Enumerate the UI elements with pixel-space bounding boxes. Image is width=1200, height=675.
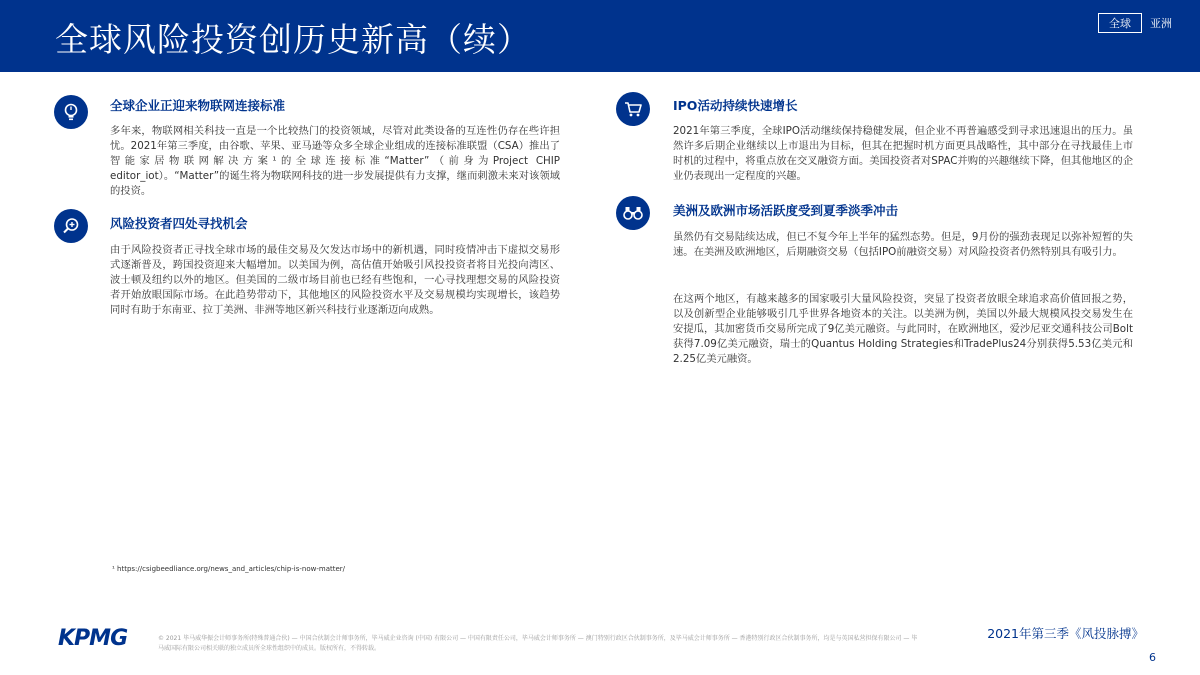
report-title: 2021年第三季《风投脉搏》: [987, 626, 1144, 641]
binoculars-icon: [616, 196, 650, 230]
footnote: ¹ https://csigbeedliance.org/news_and_articles/chip-is-now-matter/: [112, 565, 346, 573]
section-body-iot: 多年来，物联网相关科技一直是一个比较热门的投资领域，尽管对此类设备的互连性仍存在些许担忧。2021年第三季度，由谷歌、苹果、亚马逊等众多全球企业组成的连接标准联盟（CSA）推出了智能家居物联网解决方案¹的全球连接标准“Matter”（前身为Project CHIP editor_iot）。“Matter”的诞生将为物联网科技的进一步发展提供有力支撑，继而刺激未来对该领域的投资。: [110, 125, 560, 197]
section-title-global-search: 风险投资者四处寻找机会: [110, 216, 248, 231]
section-body-global-search: 由于风险投资者正寻找全球市场的最佳交易及欠发达市场中的新机遇，同时疫情冲击下虚拟交易形式逐渐普及，跨国投资迎来大幅增加。以美国为例，高估值开始吸引风投投资者将目光投向湾区、波士顿及纽约以外的地区。但美国的二级市场目前也已经有些饱和，一心寻找理想交易的风险投资者开始放眼国际市场。在此趋势带动下，其他地区的风险投资水平及交易规模均实现增长，该趋势同时有助于东南亚、拉丁美洲、非洲等地区新兴科技行业逐渐迈向成熟。: [110, 244, 560, 316]
section-title-americas-europe: 美洲及欧洲市场活跃度受到夏季淡季冲击: [673, 203, 899, 218]
region-switcher: [1098, 13, 1172, 33]
page-title: 全球风险投资创历史新高（续）: [55, 20, 531, 59]
section-title-ipo: IPO活动持续快速增长: [673, 98, 798, 113]
legal-disclaimer: © 2021 毕马威华振会计师事务所(特殊普通合伙) — 中国合伙制会计师事务所，毕马威企业咨询 (中国) 有限公司 — 中国有限责任公司，毕马威会计师事务所 — 澳门特别行政区合伙制事务所，及毕马威会计师事务所 — 香港特别行政区合伙制事务所，均是与英国私营担保有限公司 — 毕马威国际有限公司相关联的独立成员所全球性组织中的成员。版权所有，不得转载。: [158, 635, 918, 652]
region-global-tab[interactable]: 全球: [1098, 13, 1142, 33]
search-plus-icon: [54, 209, 88, 243]
region-asia-tab[interactable]: 亚洲: [1150, 17, 1172, 30]
kpmg-logo: KPMG: [58, 626, 128, 651]
section-body-ipo: 2021年第三季度，全球IPO活动继续保持稳健发展，但企业不再普遍感受到寻求迅速退出的压力。虽然许多后期企业继续以上市退出为目标，但其在把握时机方面更具战略性，其中部分在寻找最佳上市时机的过程中，将重点放在交叉融资方面。美国投资者对SPAC并购的兴趣继续下降，但其他地区的企业仍表现出一定程度的兴趣。: [673, 125, 1133, 182]
section-body-americas-europe-1: 虽然仍有交易陆续达成，但已不复今年上半年的猛烈态势。但是，9月份的强劲表现足以弥补短暂的失速。在美洲及欧洲地区，后期融资交易（包括IPO前融资交易）对风险投资者仍然特别具有吸引力。: [673, 231, 1133, 258]
section-title-iot: 全球企业正迎来物联网连接标准: [110, 98, 286, 113]
lightbulb-icon: [54, 95, 88, 129]
page-number: 6: [1149, 651, 1156, 664]
cart-icon: [616, 92, 650, 126]
section-body-americas-europe-2: 在这两个地区，有越来越多的国家吸引大量风险投资，突显了投资者放眼全球追求高价值回报之势，以及创新型企业能够吸引几乎世界各地资本的关注。以美洲为例，美国以外最大规模风投交易发生在安提瓜，其加密货币交易所完成了9亿美元融资。与此同时，在欧洲地区，爱沙尼亚交通科技公司Bolt获得7.09亿美元融资，瑞士的Quantus Holding Strategies和TradePlus24分别获得5.53亿美元和2.25亿美元融资。: [673, 293, 1133, 365]
header-bar: [0, 0, 1200, 72]
